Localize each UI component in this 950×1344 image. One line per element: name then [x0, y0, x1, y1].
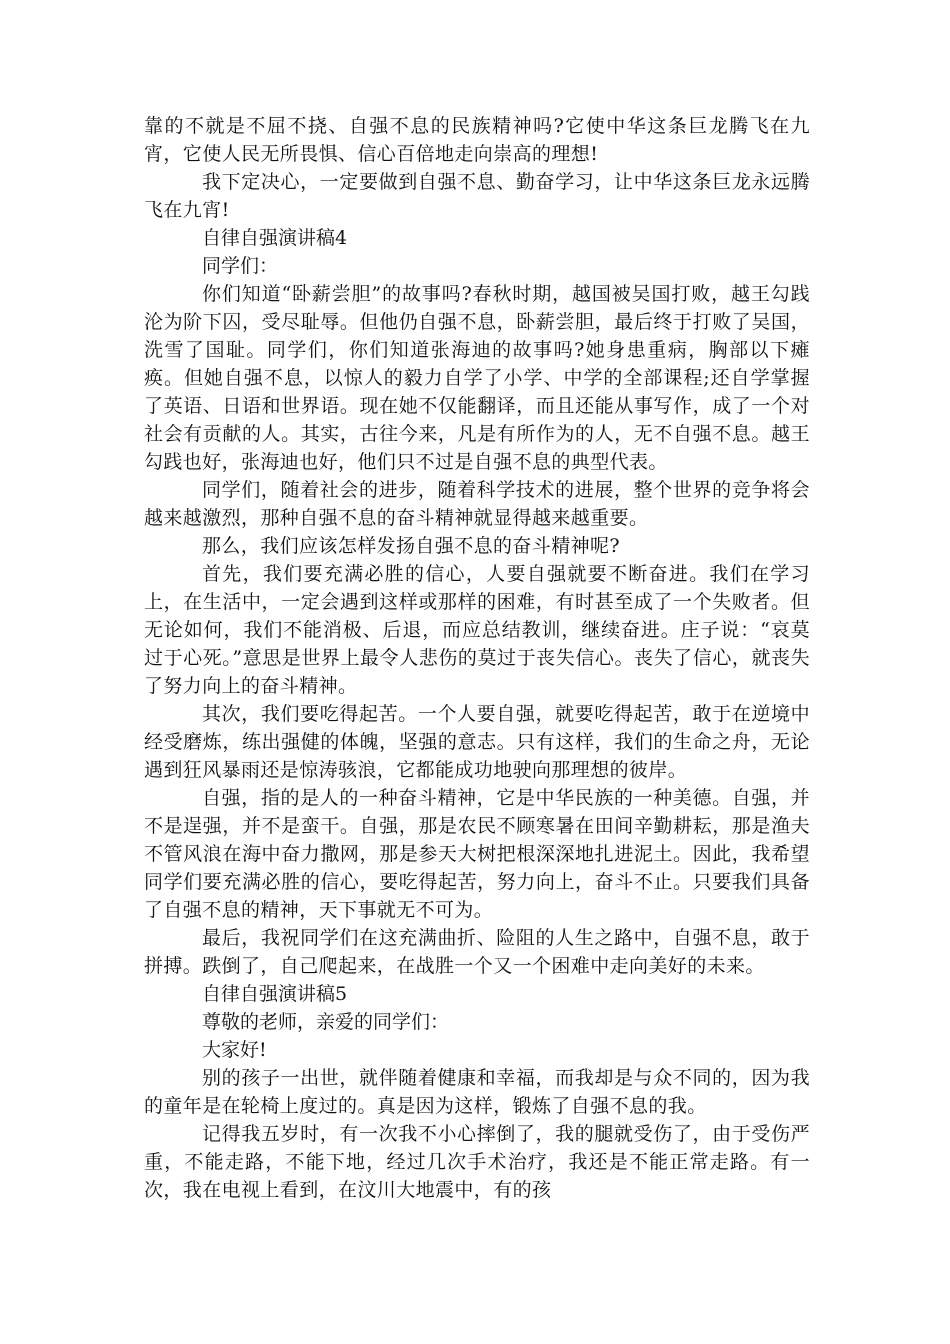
paragraph-3: 你们知道“卧薪尝胆”的故事吗?春秋时期，越国被吴国打败，越王勾践沦为阶下囚，受尽耻辱。但他仍自强不息，卧薪尝胆，最后终于打败了吴国，洗雪了国耻。同学们，你们知道张海迪的故事吗?她身患重病，胸部以下瘫痪。但她自强不息，以惊人的毅力自学了小学、中学的全部课程;还自学掌握了英语、日语和世界语。现在她不仅能翻译，而且还能从事写作，成了一个对社会有贡献的人。其实，古往今来，凡是有所作为的人，无不自强不息。越王勾践也好，张海迪也好，他们只不过是自强不息的典型代表。 — [144, 283, 810, 473]
paragraph-7: 其次，我们要吃得起苦。一个人要自强，就要吃得起苦，敢于在逆境中经受磨炼，练出强健的体魄，坚强的意志。只有这样，我们的生命之舟，无论遇到狂风暴雨还是惊涛骇浪，它都能成功地驶向那理想的彼岸。 — [144, 703, 810, 781]
paragraph-6: 首先，我们要充满必胜的信心，人要自强就要不断奋进。我们在学习上，在生活中，一定会遇到这样或那样的困难，有时甚至成了一个失败者。但无论如何，我们不能消极、后退，而应总结教训，继续奋进。庄子说：“哀莫过于心死。”意思是世界上最令人悲伤的莫过于丧失信心。丧失了信心，就丧失了努力向上的奋斗精神。 — [144, 563, 810, 697]
paragraph-5: 那么，我们应该怎样发扬自强不息的奋斗精神呢? — [202, 535, 620, 557]
paragraph-2: 我下定决心，一定要做到自强不息、勤奋学习，让中华这条巨龙永远腾飞在九宵! — [144, 171, 810, 221]
section-title-4: 自律自强演讲稿4 — [202, 227, 348, 249]
greeting: 大家好! — [202, 1039, 267, 1061]
salutation-4: 同学们： — [202, 255, 279, 277]
paragraph-4: 同学们，随着社会的进步，随着科学技术的进展，整个世界的竞争将会越来越激烈，那种自强不息的奋斗精神就显得越来越重要。 — [144, 479, 810, 529]
paragraph-11: 记得我五岁时，有一次我不小心摔倒了，我的腿就受伤了，由于受伤严重，不能走路，不能下地，经过几次手术治疗，我还是不能正常走路。有一次，我在电视上看到，在汶川大地震中，有的孩 — [144, 1123, 810, 1201]
paragraph-1: 靠的不就是不屈不挠、自强不息的民族精神吗?它使中华这条巨龙腾飞在九宵，它使人民无所畏惧、信心百倍地走向崇高的理想! — [144, 115, 810, 165]
section-title-5: 自律自强演讲稿5 — [202, 983, 348, 1005]
salutation-5: 尊敬的老师，亲爱的同学们： — [202, 1011, 450, 1033]
paragraph-10: 别的孩子一出世，就伴随着健康和幸福，而我却是与众不同的，因为我的童年是在轮椅上度过的。真是因为这样，锻炼了自强不息的我。 — [144, 1067, 810, 1117]
paragraph-9: 最后，我祝同学们在这充满曲折、险阻的人生之路中，自强不息，敢于拼搏。跌倒了，自己爬起来，在战胜一个又一个困难中走向美好的未来。 — [144, 927, 810, 977]
paragraph-8: 自强，指的是人的一种奋斗精神，它是中华民族的一种美德。自强，并不是逞强，并不是蛮干。自强，那是农民不顾寒暑在田间辛勤耕耘，那是渔夫不管风浪在海中奋力撒网，那是参天大树把根深深地扎进泥土。因此，我希望同学们要充满必胜的信心，要吃得起苦，努力向上，奋斗不止。只要我们具备了自强不息的精神，天下事就无不可为。 — [144, 787, 810, 921]
